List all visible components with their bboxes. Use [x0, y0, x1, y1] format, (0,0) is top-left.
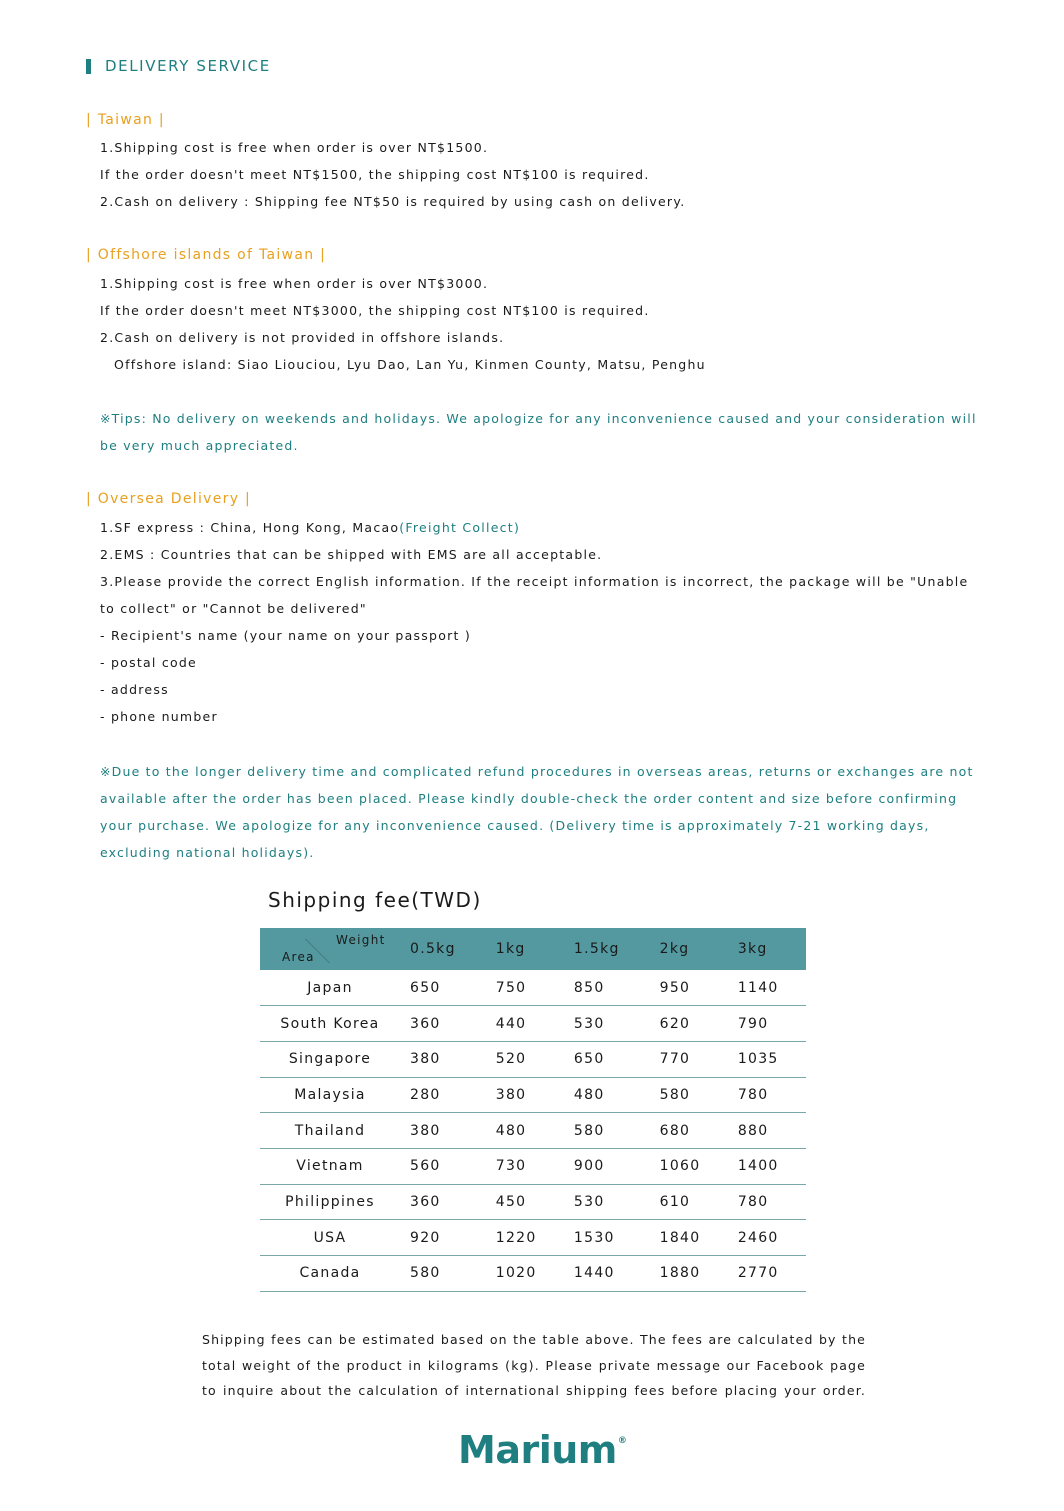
area-cell: USA — [313, 1229, 347, 1246]
fee-cell: 2770 — [737, 1265, 779, 1282]
table-row — [260, 1077, 806, 1113]
oversea-line: to collect" or "Cannot be delivered" — [100, 601, 367, 616]
fee-cell: 900 — [573, 1158, 605, 1175]
fee-cell: 780 — [737, 1193, 769, 1210]
fee-cell: 280 — [410, 1086, 441, 1103]
column-header: 3kg — [737, 941, 768, 957]
fee-cell: 620 — [659, 1015, 691, 1032]
area-cell: Canada — [299, 1265, 361, 1282]
fee-cell: 880 — [737, 1122, 769, 1139]
fee-cell: 1530 — [573, 1229, 615, 1246]
fee-cell: 580 — [410, 1265, 441, 1282]
fee-cell: 770 — [659, 1051, 691, 1068]
oversea-notice: ※Due to the longer delivery time and complicated refund procedures in overseas areas, returns or exchanges are not available after the order has been placed. Please kindly double-check the order content and size before confirming your purchase. We apologize for any inconvenience caused. (Delivery time is approximately 7-21 working days, excluding national holidays). — [100, 764, 974, 860]
page-title — [86, 57, 271, 75]
fee-cell: 1440 — [573, 1265, 615, 1282]
column-header: 2kg — [659, 941, 690, 957]
section-title-oversea: | Oversea Delivery | — [86, 491, 252, 507]
fee-cell: 380 — [410, 1051, 441, 1068]
fee-cell: 450 — [495, 1193, 527, 1210]
table-header-row — [260, 928, 806, 970]
brand-logo — [458, 1428, 626, 1472]
fee-cell: 580 — [659, 1086, 691, 1103]
area-cell: Philippines — [285, 1193, 375, 1210]
fee-cell: 360 — [410, 1015, 441, 1032]
fee-cell: 1060 — [659, 1158, 701, 1175]
fee-cell: 2460 — [737, 1229, 779, 1246]
fee-cell: 680 — [659, 1122, 691, 1139]
required-info-item: - Recipient's name (your name on your passport ) — [100, 628, 472, 643]
offshore-line: If the order doesn't meet NT$3000, the shipping cost NT$100 is required. — [100, 303, 650, 318]
shipping-fee-table — [260, 928, 806, 1292]
fee-cell: 380 — [495, 1086, 527, 1103]
taiwan-line: If the order doesn't meet NT$1500, the shipping cost NT$100 is required. — [100, 167, 650, 182]
fee-cell: 920 — [410, 1229, 441, 1246]
fee-cell: 360 — [410, 1193, 441, 1210]
fee-cell: 440 — [495, 1015, 527, 1032]
oversea-line: 2.EMS : Countries that can be shipped with EMS are all acceptable. — [100, 547, 603, 562]
offshore-line: 1.Shipping cost is free when order is over NT$3000. — [100, 276, 489, 291]
fee-cell: 1220 — [495, 1229, 537, 1246]
fee-cell: 750 — [495, 979, 527, 996]
logo-text: Marium — [458, 1428, 617, 1472]
fee-cell: 1035 — [737, 1051, 779, 1068]
offshore-islands-list: Offshore island: Siao Liouciou, Lyu Dao, Lan Yu, Kinmen County, Matsu, Penghu — [114, 357, 706, 372]
required-info-item: - address — [100, 682, 169, 697]
column-header: 0.5kg — [410, 941, 456, 957]
fee-cell: 850 — [573, 979, 605, 996]
fee-cell: 480 — [495, 1122, 527, 1139]
fee-cell: 950 — [659, 979, 691, 996]
required-info-item: - phone number — [100, 709, 218, 724]
area-cell: South Korea — [280, 1015, 380, 1032]
weight-label: Weight — [336, 933, 386, 947]
area-cell: Vietnam — [296, 1158, 364, 1175]
fee-cell: 1020 — [495, 1265, 537, 1282]
footer-note: Shipping fees can be estimated based on the table above. The fees are calculated by the total weight of the product in kilograms (kg). Please private message our Facebook page to inquire about the calculation of international shipping fees before placing your order. — [202, 1332, 866, 1398]
weekend-tip: ※Tips: No delivery on weekends and holidays. We apologize for any inconvenience caused and your consideration will be very much appreciated. — [100, 411, 977, 453]
oversea-line-sf — [100, 520, 520, 535]
table-row — [260, 1113, 806, 1149]
area-cell: Japan — [307, 979, 353, 996]
table-row — [260, 970, 806, 1006]
section-title-offshore: | Offshore islands of Taiwan | — [86, 247, 327, 263]
fee-cell: 480 — [573, 1086, 605, 1103]
fee-cell: 730 — [495, 1158, 527, 1175]
fee-cell: 580 — [573, 1122, 605, 1139]
area-cell: Malaysia — [294, 1086, 366, 1103]
fee-cell: 650 — [410, 979, 441, 996]
fee-cell: 1400 — [737, 1158, 779, 1175]
area-label: Area — [282, 950, 315, 964]
area-cell: Singapore — [288, 1051, 372, 1068]
taiwan-line: 1.Shipping cost is free when order is over NT$1500. — [100, 140, 489, 155]
column-header: 1.5kg — [573, 941, 620, 957]
table-row — [260, 1006, 806, 1042]
fee-cell: 530 — [573, 1193, 605, 1210]
column-header: 1kg — [495, 941, 526, 957]
table-row — [260, 1256, 806, 1292]
page-title-text: DELIVERY SERVICE — [105, 57, 271, 75]
fee-cell: 610 — [659, 1193, 691, 1210]
registered-mark-icon: ® — [617, 1436, 627, 1446]
fee-table-title: Shipping fee(TWD) — [268, 888, 482, 912]
corner-header — [260, 928, 400, 970]
oversea-line: 3.Please provide the correct English information. If the receipt information is incorrect, the package will be "Unable — [100, 574, 969, 589]
fee-cell: 1880 — [659, 1265, 701, 1282]
taiwan-line: 2.Cash on delivery : Shipping fee NT$50 is required by using cash on delivery. — [100, 194, 686, 209]
table-row — [260, 1148, 806, 1184]
fee-cell: 380 — [410, 1122, 441, 1139]
sf-express-text: 1.SF express : China, Hong Kong, Macao — [100, 520, 400, 535]
title-bar-icon — [86, 59, 91, 74]
fee-cell: 530 — [573, 1015, 605, 1032]
table-row — [260, 1184, 806, 1220]
table-row — [260, 1041, 806, 1077]
required-info-item: - postal code — [100, 655, 197, 670]
section-title-taiwan: | Taiwan | — [86, 112, 165, 128]
fee-cell: 1840 — [659, 1229, 701, 1246]
fee-cell: 560 — [410, 1158, 441, 1175]
table-row — [260, 1220, 806, 1256]
area-cell: Thailand — [294, 1122, 366, 1139]
fee-cell: 1140 — [737, 979, 779, 996]
fee-cell: 650 — [573, 1051, 605, 1068]
fee-cell: 790 — [737, 1015, 769, 1032]
fee-cell: 520 — [495, 1051, 527, 1068]
fee-cell: 780 — [737, 1086, 769, 1103]
freight-collect-note: (Freight Collect) — [399, 520, 521, 535]
offshore-line: 2.Cash on delivery is not provided in offshore islands. — [100, 330, 505, 345]
